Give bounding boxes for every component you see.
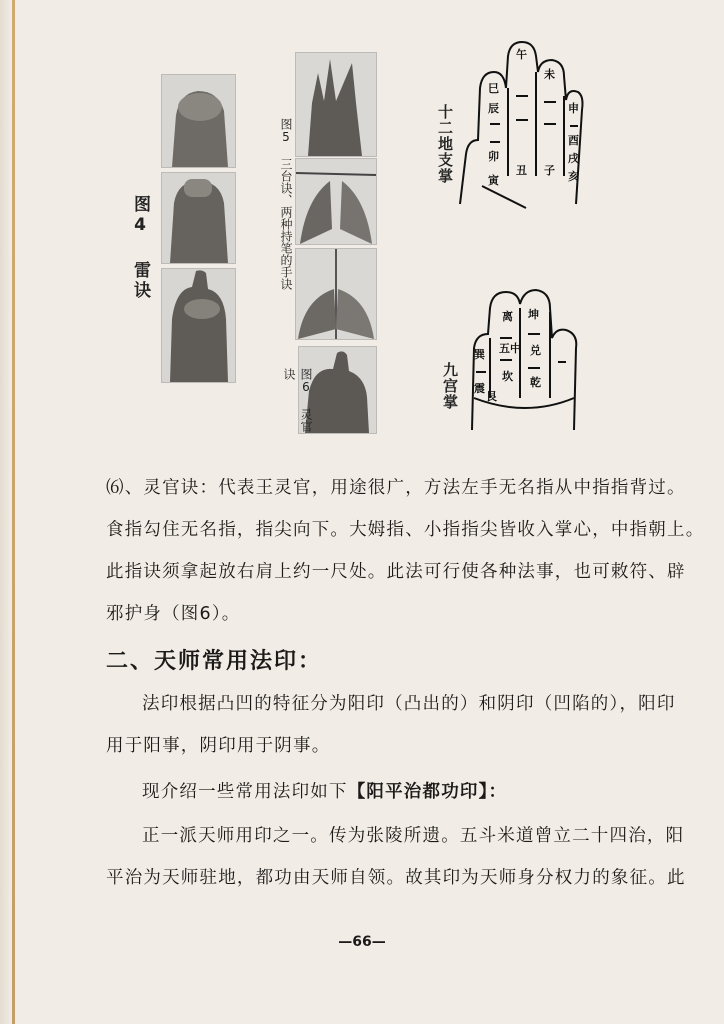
svg-text:离: 离: [502, 310, 513, 323]
fig4-photo-1: [161, 74, 236, 168]
para3-seal-name: 【阳平治都功印】：: [347, 782, 508, 802]
svg-text:丑: 丑: [516, 164, 527, 177]
fig4-photo-3: [161, 268, 236, 383]
fig4-caption: 图4 雷诀: [130, 195, 150, 301]
fig5-photo-2: [295, 158, 377, 245]
para2-line1: 法印根据凸凹的特征分为阳印（凸出的）和阴印（凹陷的），阳印: [142, 694, 676, 714]
svg-text:巽: 巽: [474, 348, 485, 361]
fig6-caption: 图6 灵官诀: [282, 368, 313, 432]
para4-line1: 正一派天师用印之一。传为张陵所遗。五斗米道曾立二十四治，阳: [142, 826, 685, 846]
svg-text:巳: 巳: [488, 82, 499, 95]
para2-line2: 用于阳事，阴印用于阴事。: [106, 736, 331, 756]
nine-palaces-palm-diagram: [466, 288, 586, 438]
fig5-photo-3: [295, 248, 377, 340]
svg-text:兑: 兑: [530, 344, 541, 357]
twelve-branches-palm-diagram: [452, 36, 586, 210]
svg-text:亥: 亥: [568, 170, 579, 183]
para1-line3: 此指诀须拿起放右肩上约一尺处。此法可行使各种法事，也可敕符、辟: [106, 562, 686, 582]
binding-margin-line: [12, 0, 15, 1024]
twelve-branches-title: 十二地支掌: [436, 104, 454, 184]
para3-line: [142, 778, 507, 803]
fig4-photo-2: [161, 172, 236, 264]
nine-palaces-title: 九宫掌: [441, 362, 459, 410]
para4-line2: 平治为天师驻地，都功由天师自领。故其印为天师身分权力的象征。此: [106, 868, 686, 888]
svg-text:坎: 坎: [502, 370, 513, 383]
svg-text:申: 申: [568, 102, 579, 115]
section-heading: 二、天师常用法印：: [106, 649, 323, 674]
svg-text:酉: 酉: [568, 134, 579, 147]
svg-text:戌: 戌: [568, 152, 579, 165]
para3-prefix: 现介绍一些常用法印如下: [142, 782, 348, 802]
para1-line4: 邪护身（图6）。: [106, 604, 241, 624]
para1-line1: ⑹、灵官诀：代表王灵官，用途很广，方法左手无名指从中指指背过。: [106, 478, 686, 498]
svg-text:乾: 乾: [530, 376, 541, 389]
para1-line2: 食指勾住无名指，指尖向下。大姆指、小指指尖皆收入掌心，中指朝上。: [106, 520, 705, 540]
svg-text:坤: 坤: [528, 308, 539, 321]
svg-text:震: 震: [474, 382, 485, 395]
page-number: —66—: [338, 934, 386, 950]
paper-edge: [0, 0, 12, 1024]
fig5-caption: 图5 三台诀、两种持笔的手诀: [279, 118, 293, 290]
svg-text:寅: 寅: [488, 174, 499, 187]
fig5-photo-1: [295, 52, 377, 157]
svg-text:未: 未: [544, 68, 555, 81]
svg-text:五中: 五中: [499, 342, 521, 355]
svg-text:卯: 卯: [488, 150, 499, 163]
svg-text:辰: 辰: [488, 102, 499, 115]
svg-text:艮: 艮: [486, 390, 497, 403]
svg-text:子: 子: [544, 164, 555, 177]
svg-text:午: 午: [516, 48, 527, 61]
